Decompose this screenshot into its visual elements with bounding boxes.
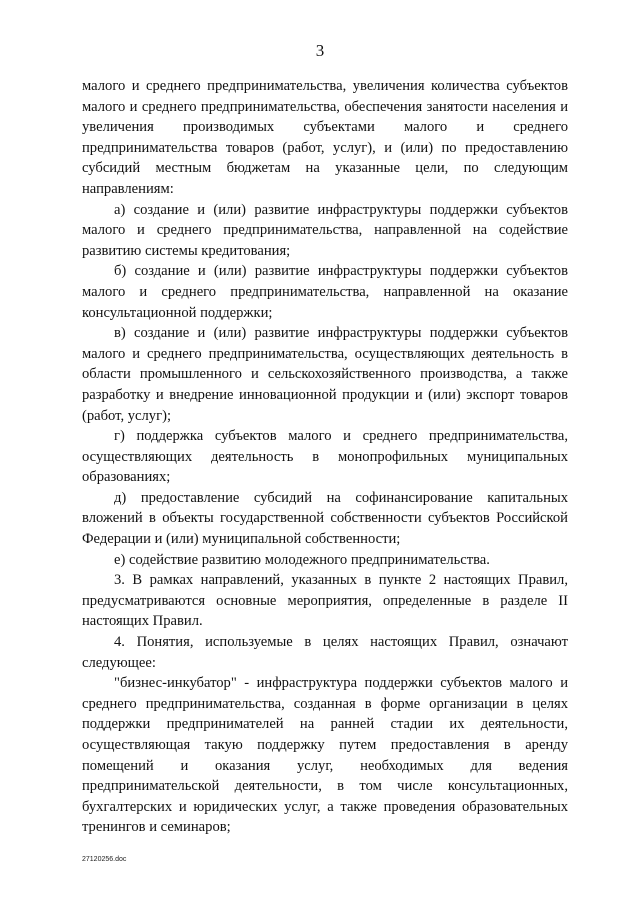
paragraph-item-v: в) создание и (или) развитие инфраструктуры поддержки субъектов малого и среднего предпринимательства, осуществляющих деятельность в области промышленного и сельскохозяйственного производства, а также разработку и внедрение инновационной продукции и (или) экспорт товаров (работ, услуг); — [82, 325, 568, 424]
paragraph-clause-4: 4. Понятия, используемые в целях настоящих Правил, означают следующее: — [82, 634, 568, 671]
paragraph-item-d: д) предоставление субсидий на софинансирование капитальных вложений в объекты государственной собственности субъектов Российской Федерации и (или) муниципальной собственности; — [82, 489, 568, 548]
document-body — [82, 76, 568, 838]
paragraph-item-b: б) создание и (или) развитие инфраструктуры поддержки субъектов малого и среднего предпринимательства, направленной на оказание консультационной поддержки; — [82, 263, 568, 321]
paragraph-item-a: а) создание и (или) развитие инфраструктуры поддержки субъектов малого и среднего предпринимательства, направленной на содействие развитию системы кредитования; — [82, 201, 568, 259]
footer-document-id: 27120256.doc — [82, 856, 127, 863]
page-number: 3 — [315, 41, 325, 60]
paragraph-clause-3: 3. В рамках направлений, указанных в пункте 2 настоящих Правил, предусматриваются основные мероприятия, определенные в разделе II настоящих Правил. — [82, 572, 568, 630]
paragraph-item-e: е) содействие развитию молодежного предпринимательства. — [114, 551, 490, 568]
paragraph-definition-business-incubator: "бизнес-инкубатор" - инфраструктура поддержки субъектов малого и среднего предпринимательства, созданная в форме организации в целях поддержки предпринимателей на ранней стадии их деятельности, осуществляющая такую поддержку путем предоставления в аренду помещений и оказания услуг, необходимых для ведения предпринимательской деятельности, в том числе консультационных, бухгалтерских и юридических услуг, а также проведения образовательных тренингов и семинаров; — [82, 675, 568, 836]
paragraph-item-g: г) поддержка субъектов малого и среднего предпринимательства, осуществляющих деятельность в монопрофильных муниципальных образованиях; — [82, 428, 568, 486]
paragraph-continuation: малого и среднего предпринимательства, увеличения количества субъектов малого и среднего предпринимательства, обеспечения занятости населения и увеличения производимых субъектами малого и среднего предпринимательства товаров (работ, услуг), и (или) по предоставлению субсидий местным бюджетам на указанные цели, по следующим направлениям: — [82, 78, 568, 197]
